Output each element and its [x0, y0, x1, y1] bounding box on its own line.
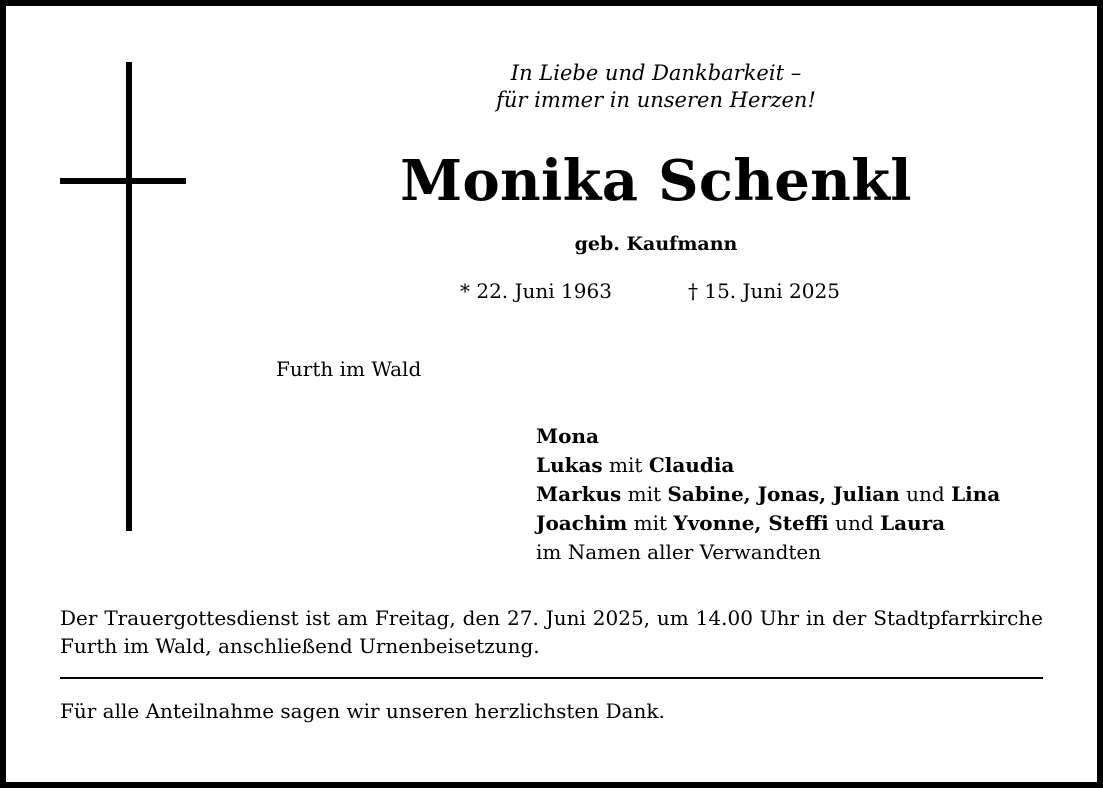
mourner-family: Lina	[951, 482, 1001, 506]
mourner-family: Laura	[880, 511, 946, 535]
intro-line-2: für immer in unseren Herzen!	[496, 88, 816, 112]
service-announcement: Der Trauergottesdienst ist am Freitag, den 27. Juni 2025, um 14.00 Uhr in der Stadtpfarrkirche Furth im Wald, anschließend Urnenbeisetzung.	[60, 606, 1043, 658]
mourner-name: Joachim	[536, 511, 628, 535]
mourner-connector: mit	[633, 511, 668, 535]
deceased-name: Monika Schenkl	[400, 148, 912, 214]
mourner-line	[536, 422, 1000, 451]
intro-quote	[366, 60, 946, 114]
cross-horizontal-bar	[60, 178, 186, 184]
cross-vertical-bar	[126, 62, 132, 531]
mourner-family: Yvonne, Steffi	[673, 511, 829, 535]
mourner-name: Mona	[536, 424, 599, 448]
mourner-line	[536, 480, 1000, 509]
mourner-connector: und	[906, 482, 945, 506]
mourner-line	[536, 509, 1000, 538]
maiden-name: geb. Kaufmann	[574, 233, 738, 255]
thanks-note: Für alle Anteilnahme sagen wir unseren herzlichsten Dank.	[60, 699, 665, 723]
mourner-connector: und	[835, 511, 874, 535]
mourner-partner: Claudia	[648, 453, 735, 477]
mourners-list	[536, 422, 1000, 567]
mourner-connector: mit	[609, 453, 643, 477]
mourner-connector: mit	[627, 482, 662, 506]
mourner-name: Markus	[536, 482, 622, 506]
mourner-name: Lukas	[536, 453, 603, 477]
divider	[60, 677, 1043, 679]
intro-line-1: In Liebe und Dankbarkeit –	[510, 61, 802, 85]
death-date: † 15. Juni 2025	[688, 279, 840, 303]
mourner-family: Sabine, Jonas, Julian	[667, 482, 900, 506]
mourner-line	[536, 451, 1000, 480]
birth-date: * 22. Juni 1963	[460, 279, 612, 303]
mourner-line: im Namen aller Verwandten	[536, 540, 822, 564]
place-name: Furth im Wald	[276, 357, 422, 381]
